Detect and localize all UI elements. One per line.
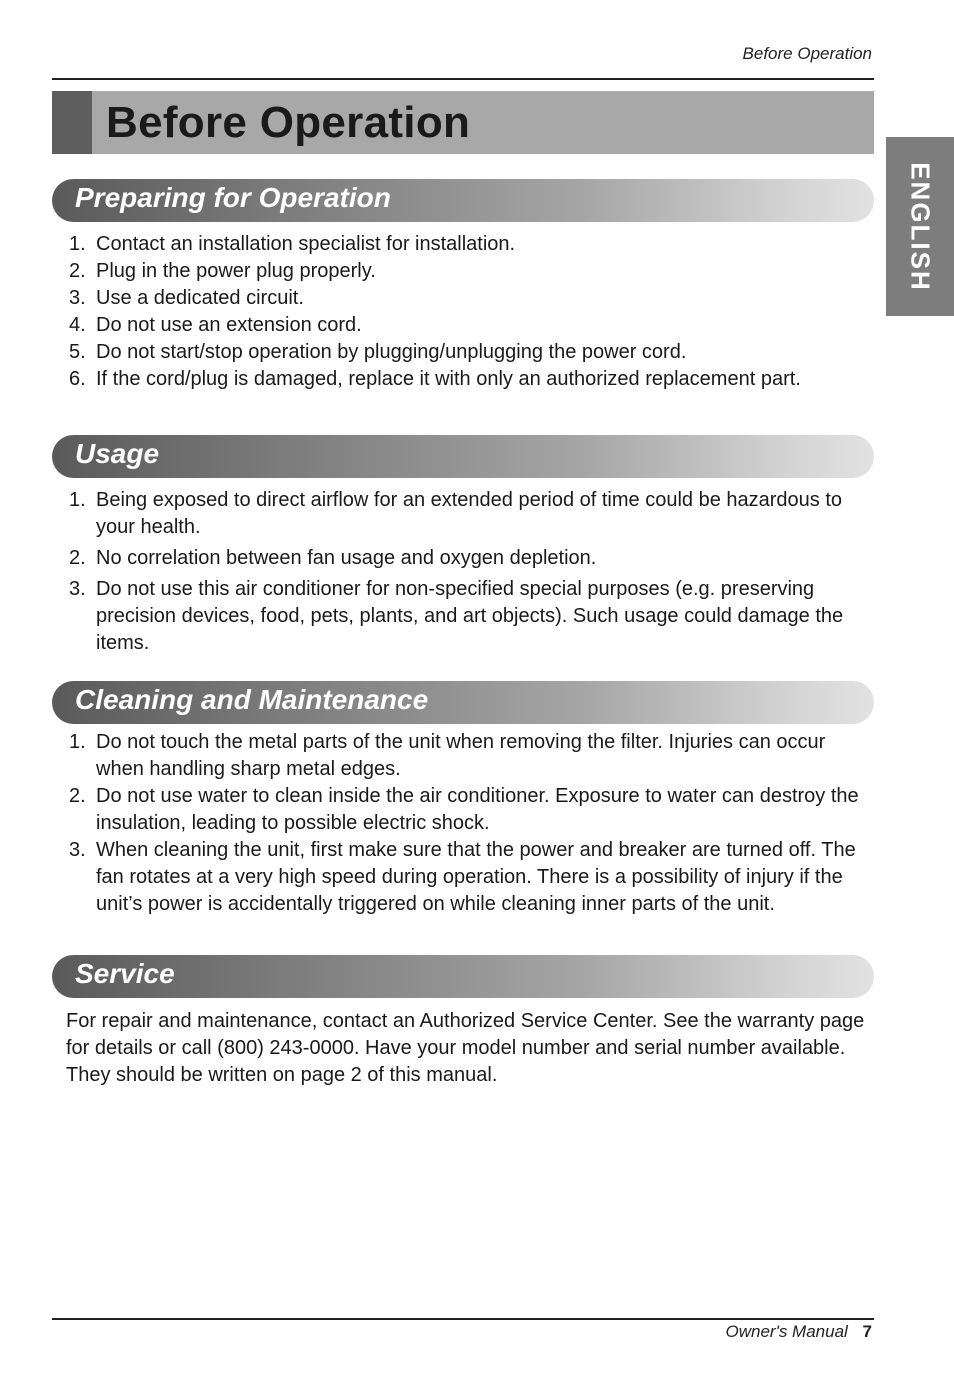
section-title-service: Service xyxy=(75,958,175,989)
preparing-list xyxy=(66,231,874,393)
running-header: Before Operation xyxy=(742,44,872,63)
list-item: 3. Do not use this air conditioner for non-specified special purposes (e.g. preserving precision devices, food, pets, plants, and art objects). Such usage could damage the items. xyxy=(69,578,844,654)
list-item-text: Do not use this air conditioner for non-specified special purposes (e.g. preserving precision devices, food, pets, plants, and art objects). Such usage could damage the items. xyxy=(96,578,844,654)
list-item: 2. No correlation between fan usage and oxygen depletion. xyxy=(69,547,597,569)
section-title-usage: Usage xyxy=(75,438,160,469)
page-footer xyxy=(726,1322,873,1342)
section-title-cleaning: Cleaning and Maintenance xyxy=(75,684,429,715)
page-number: 7 xyxy=(862,1322,872,1341)
list-item-text: When cleaning the unit, first make sure that the power and breaker are turned off. The fan rotates at a very high speed during operation. There is a possibility of injury if the unit’s power is accidentally triggered on while cleaning inner parts of the unit. xyxy=(96,839,856,915)
list-item-text: Being exposed to direct airflow for an extended period of time could be hazardous to your health. xyxy=(96,489,843,538)
language-tab xyxy=(886,137,954,316)
language-tab-label: ENGLISH xyxy=(905,161,936,292)
list-item: 1. Being exposed to direct airflow for an extended period of time could be hazardous to your health. xyxy=(69,489,843,538)
header-rule xyxy=(52,78,874,80)
list-item-text: No correlation between fan usage and oxygen depletion. xyxy=(96,547,597,569)
footer-rule xyxy=(52,1318,874,1320)
section-header-preparing xyxy=(52,179,874,222)
list-item-text: Do not use an extension cord. xyxy=(96,314,362,336)
section-title-preparing: Preparing for Operation xyxy=(75,182,391,213)
section-header-cleaning xyxy=(52,681,874,724)
cleaning-list xyxy=(66,729,874,918)
usage-list xyxy=(66,487,874,661)
title-bar xyxy=(52,91,874,154)
list-item-text: Plug in the power plug properly. xyxy=(96,260,376,282)
list-item: 3. Use a dedicated circuit. xyxy=(69,287,304,309)
service-paragraph: For repair and maintenance, contact an Authorized Service Center. See the warranty page for details or call (800) 243-0000. Have your model number and serial number available. They should be written on page 2 of this manual. xyxy=(66,1010,865,1086)
list-item-text: If the cord/plug is damaged, replace it with only an authorized replacement part. xyxy=(96,368,801,390)
title-accent-block xyxy=(52,91,92,154)
list-item: 5. Do not start/stop operation by plugging/unplugging the power cord. xyxy=(69,341,687,363)
section-header-service xyxy=(52,955,874,998)
page-title: Before Operation xyxy=(106,98,471,147)
list-item: 4. Do not use an extension cord. xyxy=(69,314,362,336)
list-item-text: Do not use water to clean inside the air conditioner. Exposure to water can destroy the insulation, leading to possible electric shock. xyxy=(96,785,859,834)
list-item: 3. When cleaning the unit, first make sure that the power and breaker are turned off. The fan rotates at a very high speed during operation. There is a possibility of injury if the unit’s power is accidentally triggered on while cleaning inner parts of the unit. xyxy=(69,839,856,915)
list-item: 2. Do not use water to clean inside the air conditioner. Exposure to water can destroy the insulation, leading to possible electric shock. xyxy=(69,785,859,834)
section-header-usage xyxy=(52,435,874,478)
list-item: 6. If the cord/plug is damaged, replace it with only an authorized replacement part. xyxy=(69,368,801,390)
list-item-text: Do not touch the metal parts of the unit when removing the filter. Injuries can occur when handling sharp metal edges. xyxy=(96,731,826,780)
footer-manual-title: Owner's Manual xyxy=(725,1322,848,1341)
list-item-text: Use a dedicated circuit. xyxy=(96,287,304,309)
list-item: 1. Contact an installation specialist for installation. xyxy=(69,233,516,255)
list-item-text: Do not start/stop operation by plugging/unplugging the power cord. xyxy=(96,341,687,363)
list-item: 2. Plug in the power plug properly. xyxy=(69,260,376,282)
list-item-text: Contact an installation specialist for installation. xyxy=(96,233,516,255)
list-item: 1. Do not touch the metal parts of the unit when removing the filter. Injuries can occur when handling sharp metal edges. xyxy=(69,731,826,780)
